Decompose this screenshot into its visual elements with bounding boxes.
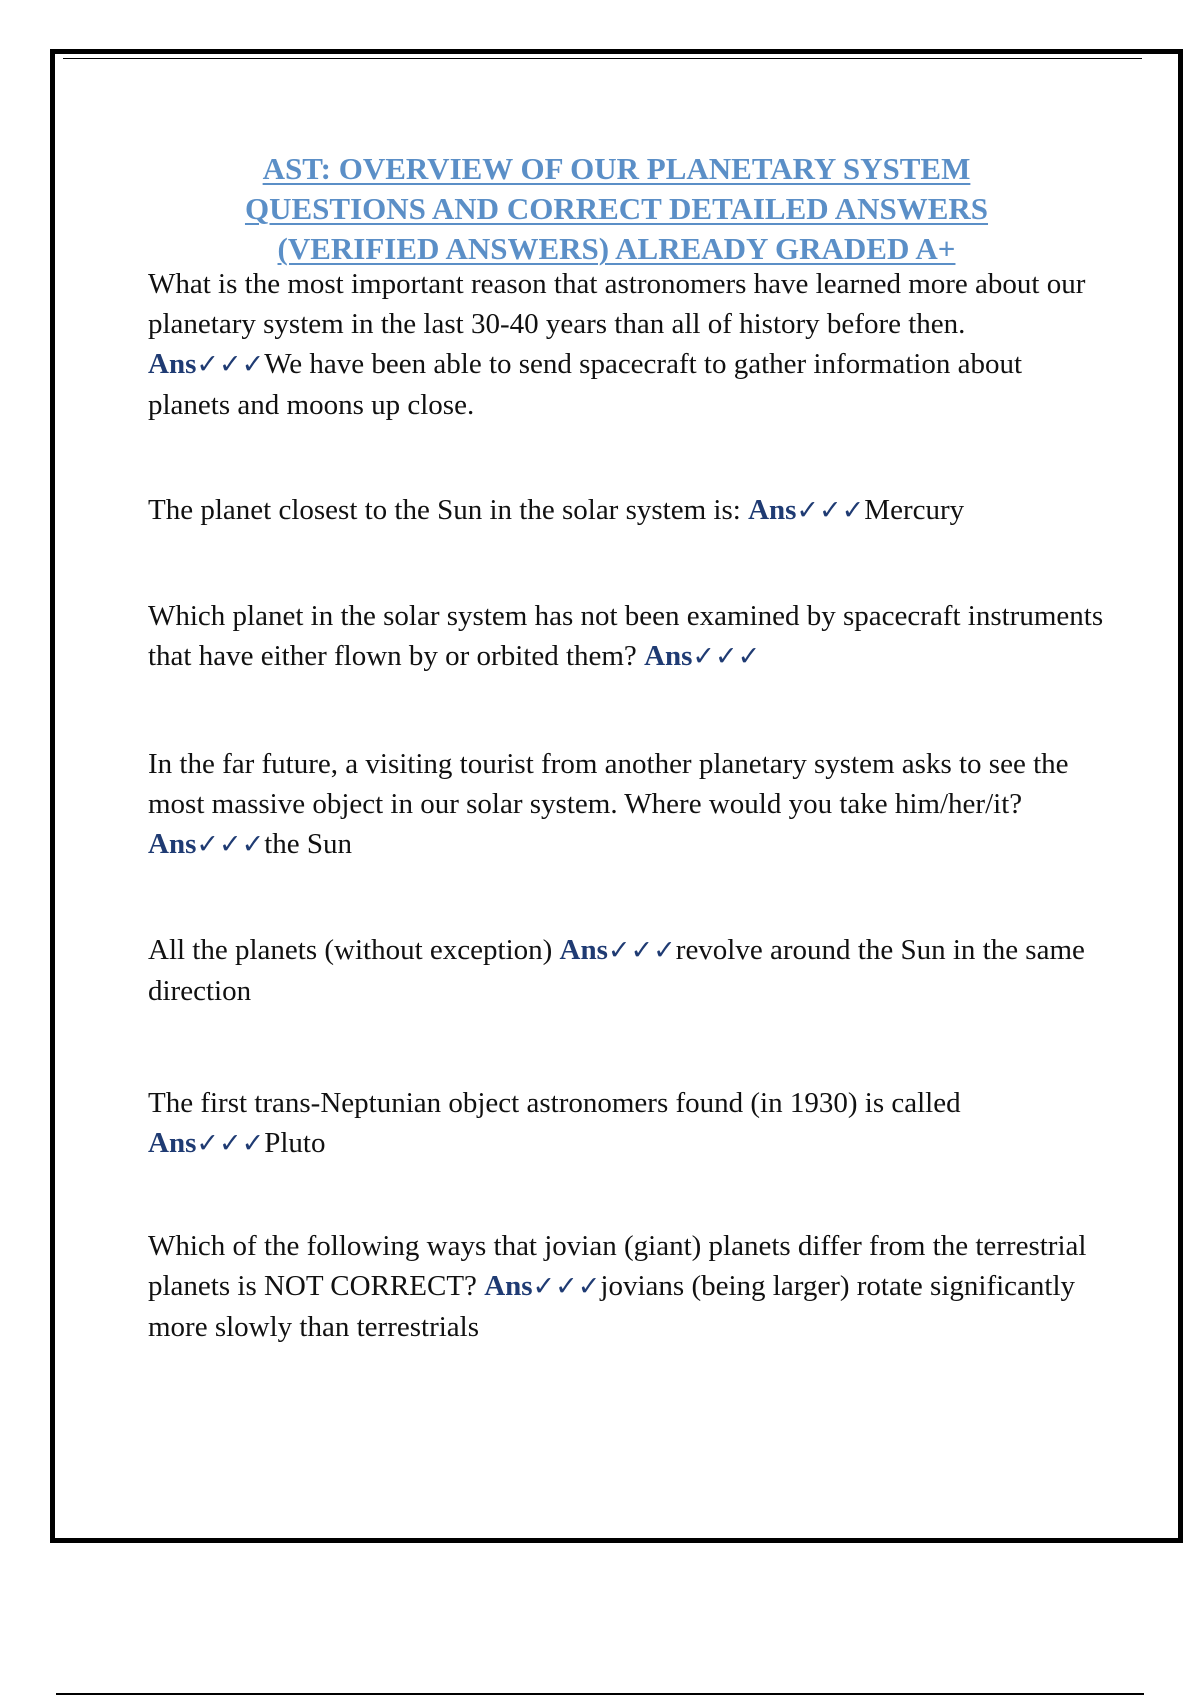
page-border-frame (50, 49, 1183, 1543)
title-line-2: QUESTIONS AND CORRECT DETAILED ANSWERS (244, 191, 989, 226)
title-line-3: (VERIFIED ANSWERS) ALREADY GRADED A+ (277, 231, 956, 266)
checkmark-icon: ✓✓✓ (692, 641, 761, 672)
answer-text: jovians (being larger) rotate significantly more slowly than terrestrials (148, 1270, 1076, 1343)
answer-text: the Sun (264, 828, 353, 860)
qa-item-2 (148, 490, 1108, 531)
checkmark-icon: ✓✓✓ (796, 495, 865, 526)
question-text: Which planet in the solar system has not been examined by spacecraft instruments that have either flown by or orbited them? (148, 600, 1104, 672)
qa-item-4 (148, 744, 1108, 865)
frame-top-rule (63, 58, 1142, 59)
question-text: Which of the following ways that jovian (giant) planets differ from the terrestrial planets is NOT CORRECT? (148, 1230, 1087, 1302)
checkmark-icon: ✓✓✓ (196, 349, 265, 380)
question-text: All the planets (without exception) (148, 934, 553, 966)
answer-text: We have been able to send spacecraft to gather information about planets and moons up close. (148, 348, 1023, 421)
document-title (55, 149, 1178, 269)
checkmark-icon: ✓✓✓ (532, 1271, 601, 1302)
question-text: In the far future, a visiting tourist from another planetary system asks to see the most massive object in our solar system. Where would you take him/her/it? (148, 748, 1069, 820)
answer-label: Ans✓✓✓ (644, 640, 761, 672)
answer-label: Ans✓✓✓ (559, 934, 676, 966)
answer-label: Ans✓✓✓ (148, 828, 265, 860)
answer-label: Ans✓✓✓ (748, 494, 865, 526)
checkmark-icon: ✓✓✓ (196, 1128, 265, 1159)
question-text: The first trans-Neptunian object astronomers found (in 1930) is called (148, 1087, 961, 1119)
page-bottom-rule (56, 1693, 1144, 1695)
qa-item-3 (148, 596, 1108, 677)
title-line-1: AST: OVERVIEW OF OUR PLANETARY SYSTEM (262, 151, 971, 186)
qa-item-7 (148, 1226, 1108, 1347)
qa-item-5 (148, 930, 1108, 1011)
answer-label: Ans✓✓✓ (484, 1270, 601, 1302)
answer-text: Pluto (264, 1127, 326, 1159)
checkmark-icon: ✓✓✓ (607, 935, 676, 966)
qa-item-6 (148, 1083, 1108, 1164)
answer-text: revolve around the Sun in the same direction (148, 934, 1085, 1007)
answer-label: Ans✓✓✓ (148, 1127, 265, 1159)
checkmark-icon: ✓✓✓ (196, 829, 265, 860)
qa-item-1 (148, 264, 1108, 425)
answer-label: Ans✓✓✓ (148, 348, 265, 380)
question-text: The planet closest to the Sun in the solar system is: (148, 494, 741, 526)
answer-text: Mercury (864, 494, 965, 526)
question-text: What is the most important reason that astronomers have learned more about our planetary system in the last 30-40 years than all of history before then. (148, 268, 1086, 340)
